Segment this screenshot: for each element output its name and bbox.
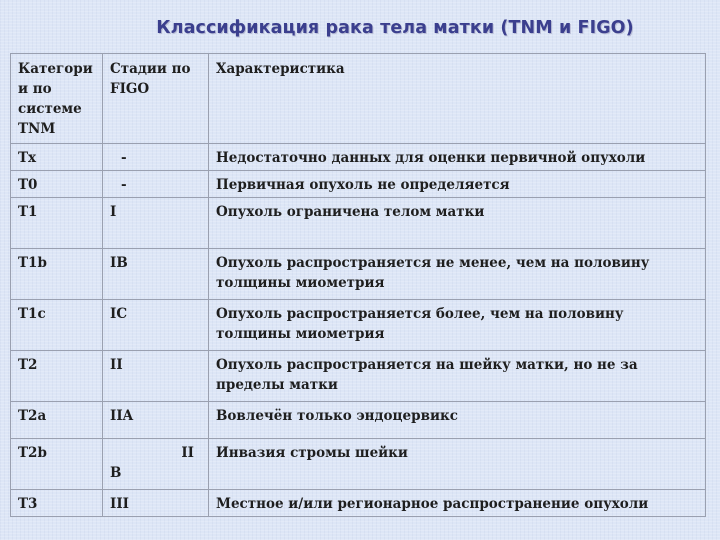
- table-row: [11, 351, 706, 402]
- table-row: [11, 300, 706, 351]
- figo-cell: -: [103, 144, 209, 171]
- table-row: [11, 439, 706, 490]
- tnm-cell: T2b: [11, 439, 103, 490]
- description-cell: Недостаточно данных для оценки первичной опухоли: [209, 144, 706, 171]
- classification-table: [10, 53, 706, 517]
- description-cell: Первичная опухоль не определяется: [209, 171, 706, 198]
- table-header-row: [11, 54, 706, 144]
- table-row: [11, 198, 706, 249]
- figo-cell-top: II: [181, 445, 194, 461]
- figo-cell: [103, 439, 209, 490]
- figo-cell: IB: [103, 249, 209, 300]
- figo-cell: I: [103, 198, 209, 249]
- header-tnm: Категори и по системе TNM: [11, 54, 103, 144]
- description-cell: Вовлечён только эндоцервикс: [209, 402, 706, 439]
- description-cell: Опухоль распространяется не менее, чем на половину толщины миометрия: [209, 249, 706, 300]
- figo-cell-bottom: B: [110, 465, 122, 481]
- table-row: [11, 249, 706, 300]
- description-cell: Опухоль распространяется более, чем на половину толщины миометрия: [209, 300, 706, 351]
- tnm-cell: T1b: [11, 249, 103, 300]
- figo-cell: IC: [103, 300, 209, 351]
- tnm-cell: T2a: [11, 402, 103, 439]
- figo-cell: IIA: [103, 402, 209, 439]
- description-cell: Инвазия стромы шейки: [209, 439, 706, 490]
- header-figo: Стадии по FIGO: [103, 54, 209, 144]
- description-cell: Опухоль ограничена телом матки: [209, 198, 706, 249]
- description-cell: Опухоль распространяется на шейку матки, но не за пределы матки: [209, 351, 706, 402]
- table-row: [11, 402, 706, 439]
- header-description: Характеристика: [209, 54, 706, 144]
- figo-cell: -: [103, 171, 209, 198]
- tnm-cell: T1: [11, 198, 103, 249]
- tnm-cell: T1c: [11, 300, 103, 351]
- figo-cell: II: [103, 351, 209, 402]
- figo-cell: III: [103, 490, 209, 517]
- description-cell: Местное и/или регионарное распространение опухоли: [209, 490, 706, 517]
- table-row: [11, 171, 706, 198]
- tnm-cell: T2: [11, 351, 103, 402]
- table-row: [11, 490, 706, 517]
- tnm-cell: Tx: [11, 144, 103, 171]
- tnm-cell: T0: [11, 171, 103, 198]
- slide-title: Классификация рака тела матки (TNM и FIGO): [156, 18, 634, 38]
- tnm-cell: T3: [11, 490, 103, 517]
- table-row: [11, 144, 706, 171]
